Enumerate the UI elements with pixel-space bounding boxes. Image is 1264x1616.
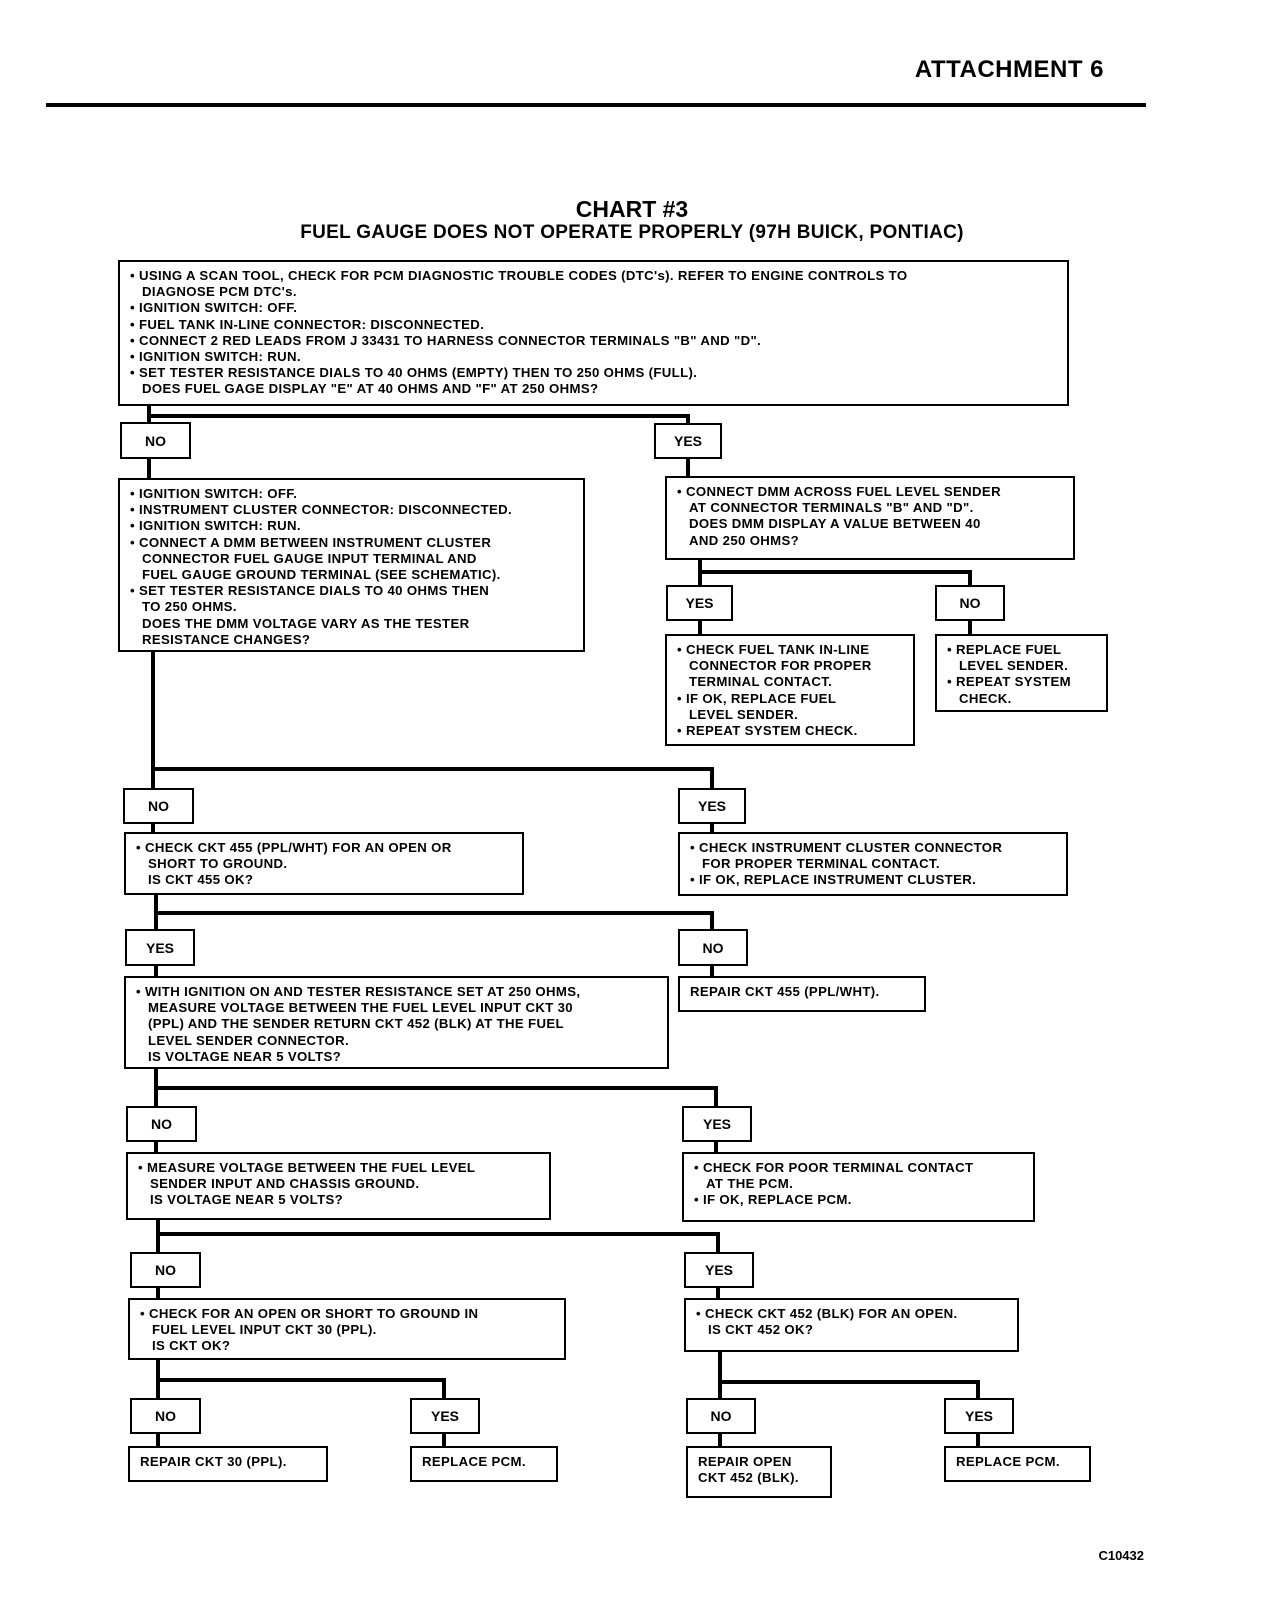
decision-no-4: NO (678, 929, 748, 966)
decision-yes-2: YES (666, 585, 733, 621)
step-question: IS CKT 455 OK? (148, 872, 254, 888)
step-item: • IF OK, REPLACE PCM. (694, 1192, 1025, 1208)
replace-pcm-box-2 (944, 1446, 1091, 1482)
step-continuation: LEVEL SENDER. (959, 658, 1069, 674)
step-item: • REPEAT SYSTEM CHECK. (677, 723, 905, 739)
step-item: • CHECK CKT 455 (PPL/WHT) FOR AN OPEN OR (136, 840, 514, 856)
step-item: • SET TESTER RESISTANCE DIALS TO 40 OHMS THEN (130, 583, 575, 599)
cluster-voltage-check-box (118, 478, 585, 652)
repair-ckt30-box (128, 1446, 328, 1482)
step-continuation: TERMINAL CONTACT. (689, 674, 833, 690)
decision-yes-3: YES (678, 788, 746, 824)
step-continuation: FUEL LEVEL INPUT CKT 30 (PPL). (152, 1322, 377, 1338)
step-item: • CONNECT 2 RED LEADS FROM J 33431 TO HARNESS CONNECTOR TERMINALS "B" AND "D". (130, 333, 1059, 349)
step-question: RESISTANCE CHANGES? (142, 631, 311, 647)
step-item: • IGNITION SWITCH: RUN. (130, 349, 1059, 365)
step-item: • IF OK, REPLACE INSTRUMENT CLUSTER. (690, 872, 1058, 888)
decision-no-3: NO (123, 788, 194, 824)
connector-b1-yes (149, 416, 688, 423)
step-item: • CHECK FOR AN OPEN OR SHORT TO GROUND IN (140, 1306, 556, 1322)
decision-no-5: NO (126, 1106, 197, 1142)
decision-no-7: NO (130, 1398, 201, 1434)
step-continuation: (PPL) AND THE SENDER RETURN CKT 452 (BLK) AT THE FUEL (148, 1016, 564, 1032)
decision-yes-8: YES (944, 1398, 1014, 1434)
step-item: • SET TESTER RESISTANCE DIALS TO 40 OHMS (EMPTY) THEN TO 250 OHMS (FULL). (130, 365, 1059, 381)
sender-resistance-check-box (665, 476, 1075, 560)
step-continuation: CHECK. (959, 690, 1012, 706)
step-question: IS VOLTAGE NEAR 5 VOLTS? (148, 1048, 342, 1064)
connector-b10-yes (158, 1234, 718, 1252)
ckt452-check-box (684, 1298, 1019, 1352)
step-item: • IGNITION SWITCH: RUN. (130, 518, 575, 534)
decision-no-2: NO (935, 585, 1005, 621)
replace-pcm-box-1 (410, 1446, 558, 1482)
step-item: • REPEAT SYSTEM (947, 674, 1098, 690)
step-continuation: LEVEL SENDER. (689, 706, 799, 722)
attachment-label: ATTACHMENT 6 (914, 56, 1104, 83)
action-text: REPLACE PCM. (422, 1454, 526, 1469)
step-question: DOES FUEL GAGE DISPLAY "E" AT 40 OHMS AND "F" AT 250 OHMS? (142, 381, 599, 397)
step-continuation: SHORT TO GROUND. (148, 856, 288, 872)
action-text: REPAIR CKT 455 (PPL/WHT). (690, 984, 880, 999)
sender-input-voltage-box (126, 1152, 551, 1220)
decision-yes-4: YES (125, 929, 195, 966)
step-item: • INSTRUMENT CLUSTER CONNECTOR: DISCONNECTED. (130, 502, 575, 518)
decision-no-8: NO (686, 1398, 756, 1434)
step-item: • CHECK FOR POOR TERMINAL CONTACT (694, 1160, 1025, 1176)
decision-no-6: NO (130, 1252, 201, 1288)
step-continuation: DIAGNOSE PCM DTC's. (142, 284, 297, 300)
sender-voltage-check-box (124, 976, 669, 1069)
step-continuation: LEVEL SENDER CONNECTOR. (148, 1032, 350, 1048)
repair-ckt455-box (678, 976, 926, 1012)
step-item: • IGNITION SWITCH: OFF. (130, 486, 575, 502)
inline-connector-check-box (665, 634, 915, 746)
step-item: • CHECK FUEL TANK IN-LINE (677, 642, 905, 658)
action-text: REPLACE PCM. (956, 1454, 1060, 1469)
step-question: AND 250 OHMS? (689, 532, 800, 548)
ckt455-check-box (124, 832, 524, 895)
initial-check-box (118, 260, 1069, 406)
connector-b8-yes (156, 1088, 716, 1106)
decision-yes-1: YES (654, 423, 722, 459)
ckt30-check-box (128, 1298, 566, 1360)
connector-b2-yes (153, 769, 712, 788)
chart-subtitle: FUEL GAUGE DOES NOT OPERATE PROPERLY (97H BUICK, PONTIAC) (300, 222, 964, 243)
step-question: IS VOLTAGE NEAR 5 VOLTS? (150, 1192, 344, 1208)
connector-b13-yes (720, 1382, 978, 1398)
decision-no-1: NO (120, 422, 191, 459)
repair-ckt452-box (686, 1446, 832, 1498)
step-continuation: FUEL GAUGE GROUND TERMINAL (SEE SCHEMATIC). (142, 567, 501, 583)
step-item: • WITH IGNITION ON AND TESTER RESISTANCE SET AT 250 OHMS, (136, 984, 659, 1000)
step-item: • CONNECT DMM ACROSS FUEL LEVEL SENDER (677, 484, 1065, 500)
action-text: REPAIR OPEN (698, 1454, 792, 1469)
decision-yes-5: YES (682, 1106, 752, 1142)
cluster-connector-check-box (678, 832, 1068, 896)
decision-yes-7: YES (410, 1398, 480, 1434)
step-continuation: SENDER INPUT AND CHASSIS GROUND. (150, 1176, 420, 1192)
step-continuation: FOR PROPER TERMINAL CONTACT. (702, 856, 940, 872)
step-question: IS CKT OK? (152, 1338, 231, 1354)
step-item: • IF OK, REPLACE FUEL (677, 691, 905, 707)
step-item: • IGNITION SWITCH: OFF. (130, 300, 1059, 316)
decision-yes-6: YES (684, 1252, 754, 1288)
document-code: C10432 (1098, 1548, 1144, 1563)
step-question: DOES THE DMM VOLTAGE VARY AS THE TESTER (142, 615, 470, 631)
connector-b6-no (156, 913, 712, 929)
step-item: • CONNECT A DMM BETWEEN INSTRUMENT CLUSTER (130, 535, 575, 551)
step-item: • USING A SCAN TOOL, CHECK FOR PCM DIAGNOSTIC TROUBLE CODES (DTC's). REFER TO ENGINE CONTROLS TO (130, 268, 1059, 284)
step-item: • CHECK INSTRUMENT CLUSTER CONNECTOR (690, 840, 1058, 856)
pcm-contact-check-box (682, 1152, 1035, 1222)
step-item: • MEASURE VOLTAGE BETWEEN THE FUEL LEVEL (138, 1160, 541, 1176)
step-continuation: MEASURE VOLTAGE BETWEEN THE FUEL LEVEL INPUT CKT 30 (148, 1000, 573, 1016)
step-continuation: TO 250 OHMS. (142, 599, 237, 615)
step-item: • FUEL TANK IN-LINE CONNECTOR: DISCONNECTED. (130, 317, 1059, 333)
step-question: IS CKT 452 OK? (708, 1322, 814, 1338)
step-continuation: CONNECTOR FUEL GAUGE INPUT TERMINAL AND (142, 550, 477, 566)
step-continuation: AT CONNECTOR TERMINALS "B" AND "D". (689, 500, 974, 516)
chart-title: CHART #3 (575, 196, 689, 222)
step-continuation: CONNECTOR FOR PROPER (689, 658, 872, 674)
step-continuation: AT THE PCM. (706, 1176, 794, 1192)
replace-sender-box (935, 634, 1108, 712)
step-item: • CHECK CKT 452 (BLK) FOR AN OPEN. (696, 1306, 1009, 1322)
step-item: • REPLACE FUEL (947, 642, 1098, 658)
action-text: CKT 452 (BLK). (698, 1470, 799, 1486)
connector-b3-split (700, 560, 970, 585)
step-question: DOES DMM DISPLAY A VALUE BETWEEN 40 (689, 516, 981, 532)
action-text: REPAIR CKT 30 (PPL). (140, 1454, 287, 1469)
connector-b12-yes (158, 1380, 444, 1398)
